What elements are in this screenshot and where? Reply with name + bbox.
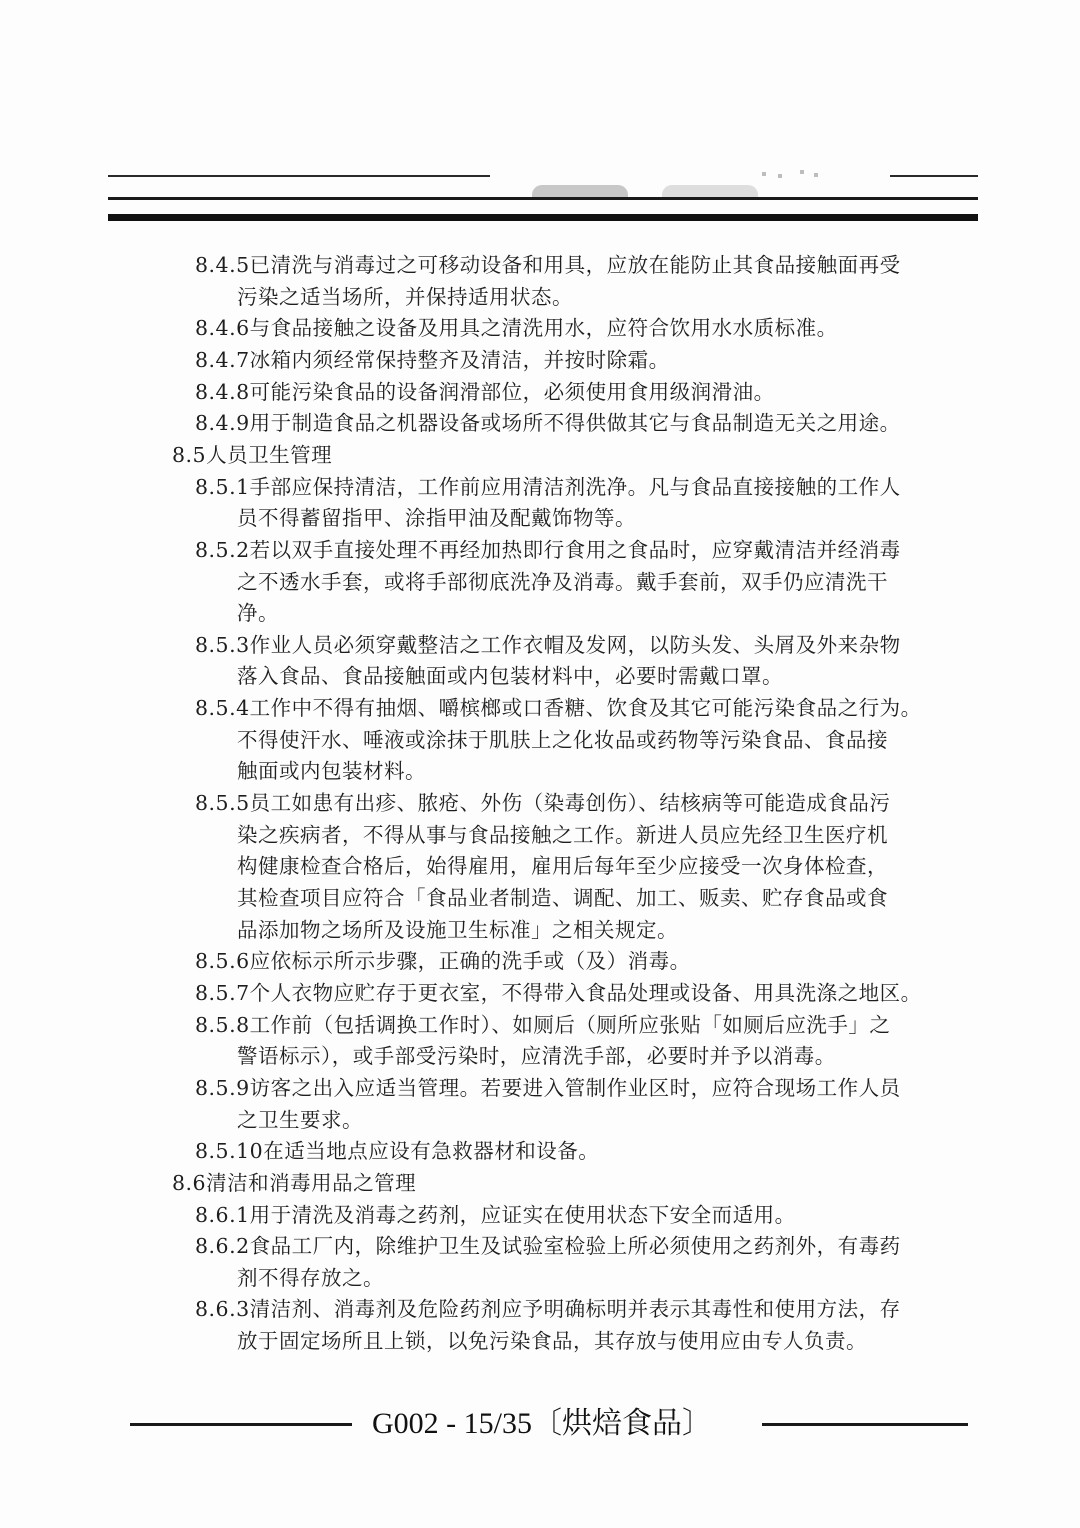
clause-continuation: 触面或内包装材料。 <box>237 759 426 784</box>
clause-text: 8.6.2食品工厂内，除维护卫生及试验室检验上所必须使用之药剂外，有毒药 <box>195 1234 901 1259</box>
clause-continuation: 剂不得存放之。 <box>237 1265 384 1290</box>
clause-continuation: 之不透水手套，或将手部彻底洗净及消毒。戴手套前，双手仍应清洗干 <box>237 569 888 594</box>
footer-rule-left <box>130 1423 352 1426</box>
clause-text: 8.5.8工作前（包括调换工作时）、如厕后（厕所应张贴「如厕后应洗手」之 <box>195 1012 891 1037</box>
clause-text: 8.4.6与食品接触之设备及用具之清洗用水，应符合饮用水水质标准。 <box>195 316 838 341</box>
clause-text: 8.5.5员工如患有出疹、脓疮、外伤（染毒创伤）、结核病等可能造成食品污 <box>195 791 891 816</box>
header-tab-marker <box>532 185 628 197</box>
clause-continuation: 员不得蓄留指甲、涂指甲油及配戴饰物等。 <box>237 506 636 531</box>
clause-continuation: 不得使汗水、唾液或涂抹于肌肤上之化妆品或药物等污染食品、食品接 <box>237 727 888 752</box>
header-specks <box>760 170 820 180</box>
clause-continuation: 构健康检查合格后，始得雇用，雇用后每年至少应接受一次身体检查， <box>237 854 888 879</box>
clause-continuation: 其检查项目应符合「食品业者制造、调配、加工、贩卖、贮存食品或食 <box>237 886 888 910</box>
clause-text: 8.4.5已清洗与消毒过之可移动设备和用具，应放在能防止其食品接触面再受 <box>195 253 901 277</box>
header-rule-thin-right <box>890 175 978 177</box>
clause-continuation: 品添加物之场所及设施卫生标准」之相关规定。 <box>237 917 678 942</box>
page-number-label: G002 - 15/35〔烘焙食品〕 <box>372 1407 712 1440</box>
header-rule-thin-left <box>108 175 490 177</box>
header-rule-middle <box>108 197 978 200</box>
clause-text: 8.4.7冰箱内须经常保持整齐及清洁，并按时除霜。 <box>195 347 670 372</box>
clause-text: 8.5.1手部应保持清洁，工作前应用清洁剂洗净。凡与食品直接接触的工作人 <box>195 474 901 499</box>
clause-text: 8.5.6应依标示所示步骤，正确的洗手或（及）消毒。 <box>195 949 691 974</box>
header-tab-marker <box>662 185 758 197</box>
clause-text: 8.5.3作业人员必须穿戴整洁之工作衣帽及发网，以防头发、头屑及外来杂物 <box>195 632 901 657</box>
clause-text: 8.4.9用于制造食品之机器设备或场所不得供做其它与食品制造无关之用途。 <box>195 411 901 436</box>
clause-text: 8.4.8可能污染食品的设备润滑部位，必须使用食用级润滑油。 <box>195 379 775 404</box>
clause-continuation: 净。 <box>237 601 279 626</box>
clause-text: 8.6.1用于清洗及消毒之药剂，应证实在使用状态下安全而适用。 <box>195 1202 796 1227</box>
clause-text: 8.5.9访客之出入应适当管理。若要进入管制作业区时，应符合现场工作人员 <box>195 1075 901 1100</box>
clause-text: 8.5.7个人衣物应贮存于更衣室，不得带入食品处理或设备、用具洗涤之地区。 <box>195 980 922 1005</box>
clause-continuation: 放于固定场所且上锁，以免污染食品，其存放与使用应由专人负责。 <box>237 1329 867 1354</box>
header-rule-thick <box>108 214 978 221</box>
footer-rule-right <box>762 1423 968 1426</box>
clause-text: 8.5.2若以双手直接处理不再经加热即行食用之食品时，应穿戴清洁并经消毒 <box>195 537 901 562</box>
clause-continuation: 染之疾病者，不得从事与食品接触之工作。新进人员应先经卫生医疗机 <box>237 822 888 847</box>
clause-text: 8.5.10在适当地点应设有急救器材和设备。 <box>195 1139 600 1164</box>
section-heading: 8.6清洁和消毒用品之管理 <box>172 1170 417 1195</box>
clause-continuation: 污染之适当场所，并保持适用状态。 <box>237 284 573 309</box>
clause-text: 8.5.4工作中不得有抽烟、嚼槟榔或口香糖、饮食及其它可能污染食品之行为。 <box>195 696 922 721</box>
clause-continuation: 警语标示），或手部受污染时，应清洗手部，必要时并予以消毒。 <box>237 1044 836 1069</box>
clause-continuation: 之卫生要求。 <box>237 1107 363 1132</box>
section-heading: 8.5人员卫生管理 <box>172 442 333 467</box>
clause-continuation: 落入食品、食品接触面或内包装材料中，必要时需戴口罩。 <box>237 664 783 689</box>
clause-text: 8.6.3清洁剂、消毒剂及危险药剂应予明确标明并表示其毒性和使用方法，存 <box>195 1297 901 1322</box>
